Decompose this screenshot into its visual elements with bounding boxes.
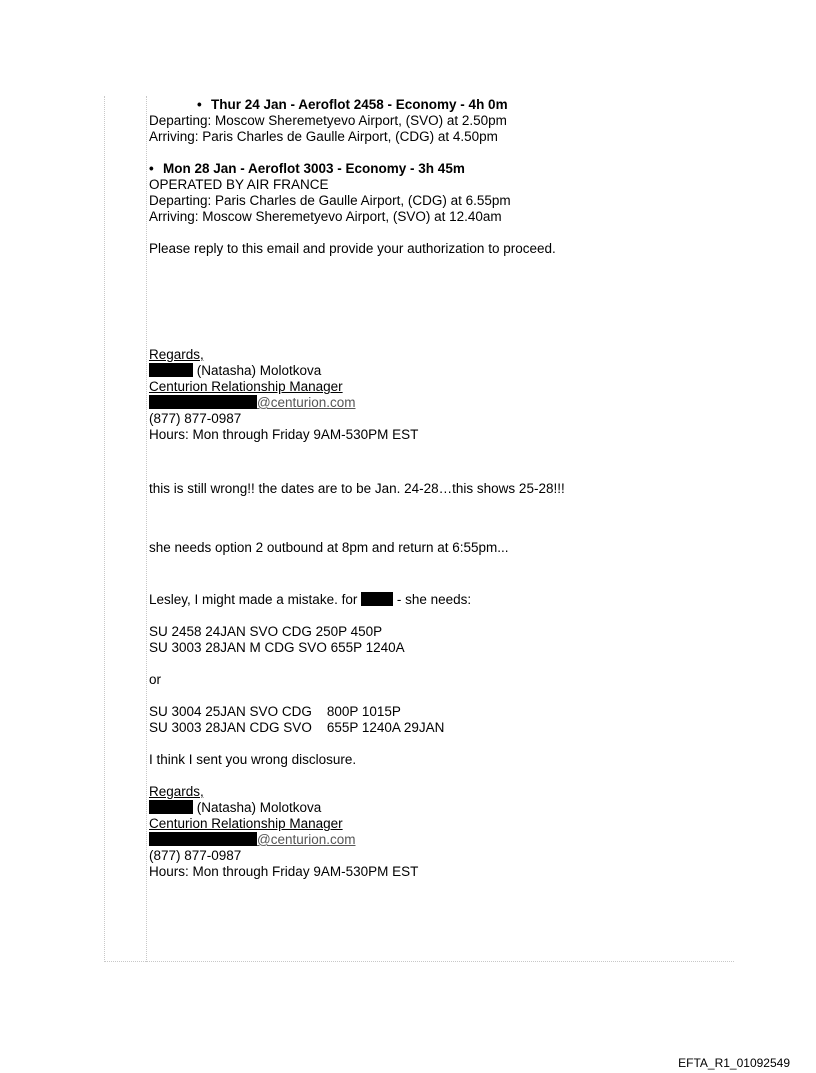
option-2-line-2: SU 3003 28JAN CDG SVO 655P 1240A 29JAN xyxy=(149,720,445,735)
redaction-box xyxy=(149,832,257,846)
email-body xyxy=(149,97,729,880)
signature-phone: (877) 877-0987 xyxy=(149,411,242,426)
email-link[interactable]: @centurion.com xyxy=(257,832,356,847)
signature-name xyxy=(149,363,729,379)
flight-2-arriving: Arriving: Moscow Sheremetyevo Airport, (SVO) at 12.40am xyxy=(149,209,502,224)
redaction-box xyxy=(361,592,393,606)
option-2-line-1: SU 3004 25JAN SVO CDG 800P 1015P xyxy=(149,704,401,719)
left-border-inner xyxy=(146,96,148,962)
flight-1-departing: Departing: Moscow Sheremetyevo Airport, (SVO) at 2.50pm xyxy=(149,113,507,128)
signature-regards: Regards, xyxy=(149,347,204,362)
option-1-line-2: SU 3003 28JAN M CDG SVO 655P 1240A xyxy=(149,640,405,655)
message-mistake-before: Lesley, I might made a mistake. for xyxy=(149,592,358,607)
flight-2-departing: Departing: Paris Charles de Gaulle Airport, (CDG) at 6.55pm xyxy=(149,193,511,208)
email-link[interactable]: @centurion.com xyxy=(257,395,356,410)
message-mistake-after: - she needs: xyxy=(396,592,472,607)
signature-title: Centurion Relationship Manager xyxy=(149,379,343,394)
signature-hours-2: Hours: Mon through Friday 9AM-530PM EST xyxy=(149,864,419,879)
redaction-box xyxy=(149,800,193,814)
bullet: • xyxy=(197,97,202,112)
signature-hours: Hours: Mon through Friday 9AM-530PM EST xyxy=(149,427,419,442)
bullet: • xyxy=(149,161,154,176)
disclosure-text: I think I sent you wrong disclosure. xyxy=(149,752,357,767)
redaction-box xyxy=(149,363,193,377)
signature-name-2 xyxy=(149,800,729,816)
flight-1-title-text: Thur 24 Jan - Aeroflot 2458 - Economy - 4h 0m xyxy=(211,97,508,112)
or-text: or xyxy=(149,672,162,687)
signature-name-text: (Natasha) Molotkova xyxy=(196,800,322,815)
message-mistake xyxy=(149,592,729,608)
flight-2-title xyxy=(149,161,729,177)
flight-2-operated: OPERATED BY AIR FRANCE xyxy=(149,177,329,192)
message-option-2: she needs option 2 outbound at 8pm and return at 6:55pm... xyxy=(149,540,509,555)
document-id-footer: EFTA_R1_01092549 xyxy=(678,1056,790,1070)
reply-request: Please reply to this email and provide your authorization to proceed. xyxy=(149,241,556,256)
redaction-box xyxy=(149,395,257,409)
message-wrong-dates: this is still wrong!! the dates are to be Jan. 24-28…this shows 25-28!!! xyxy=(149,481,565,496)
signature-regards-2: Regards, xyxy=(149,784,204,799)
signature-name-text: (Natasha) Molotkova xyxy=(196,363,322,378)
signature-title-2: Centurion Relationship Manager xyxy=(149,816,343,831)
option-1-line-1: SU 2458 24JAN SVO CDG 250P 450P xyxy=(149,624,383,639)
left-border-outer xyxy=(104,96,106,962)
signature-phone-2: (877) 877-0987 xyxy=(149,848,242,863)
flight-1-title xyxy=(149,97,729,113)
signature-email-2 xyxy=(149,832,729,848)
flight-1-arriving: Arriving: Paris Charles de Gaulle Airport, (CDG) at 4.50pm xyxy=(149,129,498,144)
flight-2-title-text: Mon 28 Jan - Aeroflot 3003 - Economy - 3h 45m xyxy=(163,161,465,176)
bottom-border xyxy=(104,961,734,963)
signature-email xyxy=(149,395,729,411)
